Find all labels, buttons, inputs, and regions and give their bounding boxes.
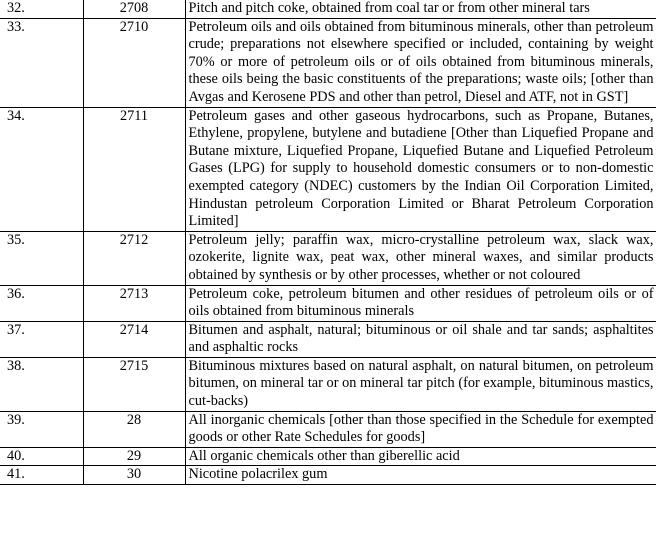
serial-number-cell: 33.	[0, 18, 83, 107]
description-cell: Bitumen and asphalt, natural; bituminous or oil shale and tar sands; asphaltites and asphaltic rocks	[185, 321, 656, 357]
tariff-code-cell: 2714	[83, 321, 185, 357]
serial-number-cell: 32.	[0, 0, 83, 18]
description-cell: All organic chemicals other than giberellic acid	[185, 447, 656, 466]
table-row	[0, 411, 656, 447]
table-row	[0, 285, 656, 321]
table-row	[0, 107, 656, 231]
tariff-code-cell: 29	[83, 447, 185, 466]
description-cell: Petroleum coke, petroleum bitumen and other residues of petroleum oils or of oils obtained from bituminous minerals	[185, 285, 656, 321]
tariff-code-cell: 2708	[83, 0, 185, 18]
description-cell: All inorganic chemicals [other than those specified in the Schedule for exempted goods or other Rate Schedules for goods]	[185, 411, 656, 447]
table-row	[0, 321, 656, 357]
serial-number-cell: 37.	[0, 321, 83, 357]
serial-number-cell: 39.	[0, 411, 83, 447]
serial-number-cell: 40.	[0, 447, 83, 466]
table-row	[0, 357, 656, 411]
tariff-code-cell: 2715	[83, 357, 185, 411]
table-row	[0, 466, 656, 485]
table-row	[0, 447, 656, 466]
description-cell: Petroleum oils and oils obtained from bituminous minerals, other than petroleum crude; preparations not elsewhere specified or included, containing by weight 70% or more of petroleum oils or of oils obtained from bituminous minerals, these oils being the basic constituents of the preparations; waste oils; [other than Avgas and Kerosene PDS and other than petrol, Diesel and ATF, not in GST]	[185, 18, 656, 107]
tariff-code-cell: 2711	[83, 107, 185, 231]
table-row	[0, 18, 656, 107]
tariff-code-cell: 2713	[83, 285, 185, 321]
serial-number-cell: 36.	[0, 285, 83, 321]
tariff-code-cell: 2710	[83, 18, 185, 107]
serial-number-cell: 41.	[0, 466, 83, 485]
table-row	[0, 0, 656, 18]
description-cell: Pitch and pitch coke, obtained from coal tar or from other mineral tars	[185, 0, 656, 18]
tariff-code-cell: 30	[83, 466, 185, 485]
description-cell: Petroleum gases and other gaseous hydrocarbons, such as Propane, Butanes, Ethylene, propylene, butylene and butadiene [Other than Liquefied Propane and Butane mixture, Liquefied Propane, Liquefied Butane and Liquefied Petroleum Gases (LPG) for supply to household domestic consumers or to non-domestic exempted category (NDEC) customers by the Indian Oil Corporation Limited, Hindustan petroleum Corporation Limited or Bharat Petroleum Corporation Limited]	[185, 107, 656, 231]
serial-number-cell: 35.	[0, 231, 83, 285]
serial-number-cell: 38.	[0, 357, 83, 411]
tariff-code-cell: 28	[83, 411, 185, 447]
table-row	[0, 231, 656, 285]
description-cell: Bituminous mixtures based on natural asphalt, on natural bitumen, on petroleum bitumen, on mineral tar or on mineral tar pitch (for example, bituminous mastics, cut-backs)	[185, 357, 656, 411]
serial-number-cell: 34.	[0, 107, 83, 231]
description-cell: Petroleum jelly; paraffin wax, micro-crystalline petroleum wax, slack wax, ozokerite, lignite wax, peat wax, other mineral waxes, and similar products obtained by synthesis or by other processes, whether or not coloured	[185, 231, 656, 285]
tariff-code-cell: 2712	[83, 231, 185, 285]
description-cell: Nicotine polacrilex gum	[185, 466, 656, 485]
